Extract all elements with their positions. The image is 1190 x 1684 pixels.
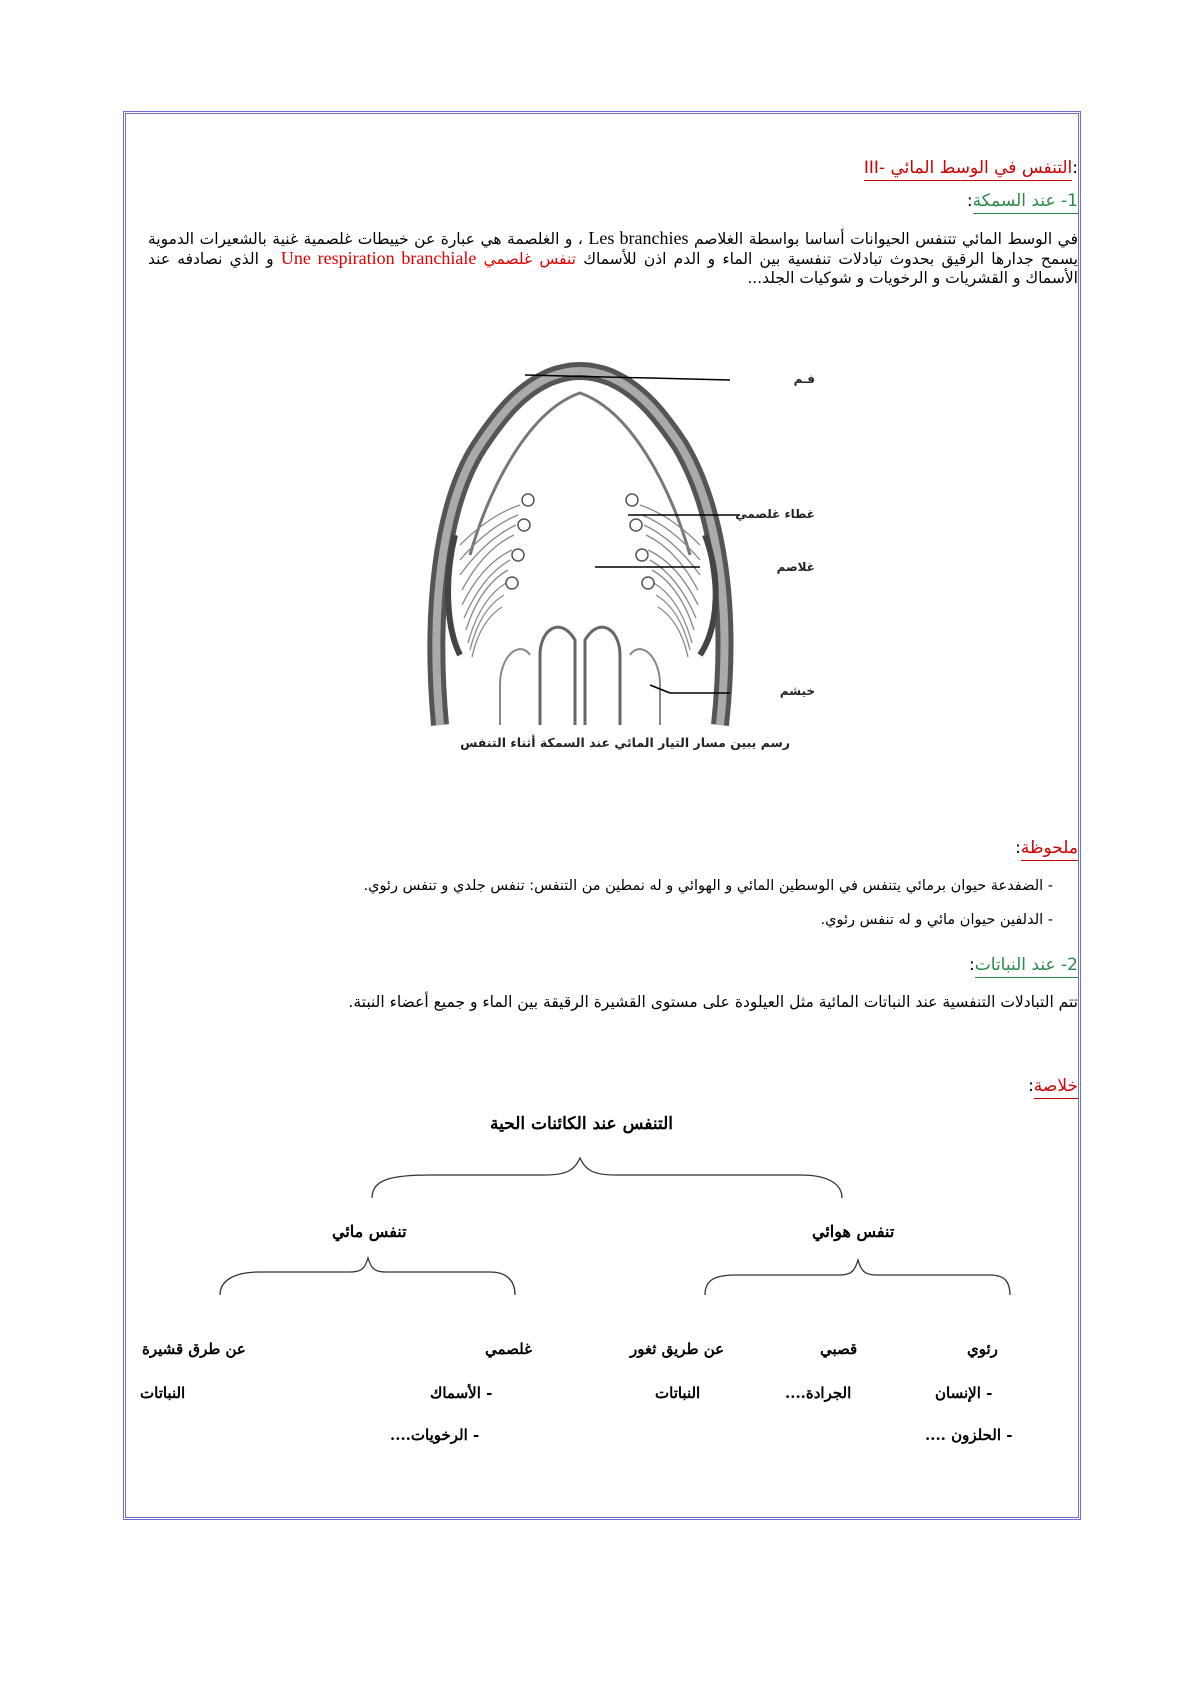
example-molluscs: - الرخويات.... (390, 1426, 480, 1444)
section-number: III (863, 158, 879, 178)
term-gill-respiration-fr: Une respiration branchiale (280, 248, 477, 268)
summary-heading: خلاصة: (1028, 1076, 1078, 1096)
summary-root: التنفس عند الكائنات الحية (490, 1114, 674, 1134)
summary-title: خلاصة (1034, 1076, 1078, 1099)
summary-aerial: تنفس هوائي (812, 1222, 895, 1241)
type-branchial: غلصمي (485, 1340, 532, 1358)
type-tracheal: قصبي (820, 1340, 858, 1358)
example-fish: - الأسماك (430, 1384, 493, 1402)
summary-aquatic: تنفس مائي (332, 1222, 407, 1241)
fish-heading: 1- عند السمكة: (967, 191, 1078, 211)
plants-number: 2 (1067, 955, 1078, 975)
label-gill-slit: خيشم (779, 684, 815, 698)
section-heading: III- التنفس في الوسط المائي: (864, 158, 1078, 178)
label-mouth: فـم (793, 372, 815, 386)
term-branchies: Les branchies (588, 228, 689, 248)
example-locust: الجرادة.... (785, 1384, 852, 1402)
label-gills: غلاصم (776, 560, 815, 574)
section-title: - التنفس في الوسط المائي (878, 158, 1073, 178)
plants-heading: 2- عند النباتات: (969, 955, 1078, 975)
example-plants-aquatic: النباتات (140, 1384, 186, 1402)
example-plants-aerial: النباتات (655, 1384, 701, 1402)
diagram-caption: رسم يبين مسار التيار المائي عند السمكة أثناء التنفس (460, 735, 790, 750)
note-item-dolphin: - الدلفين حيوان مائي و له تنفس رئوي. (820, 912, 1053, 928)
fish-number: 1 (1067, 191, 1078, 211)
note-item-frog: - الضفدعة حيوان برمائي يتنفس في الوسطين المائي و الهوائي و له نمطين من التنفس: تنفس جلدي و تنفس رئوي. (363, 878, 1053, 894)
fish-title: - عند السمكة (972, 191, 1068, 211)
type-pulmonary: رئوي (967, 1340, 998, 1358)
note-heading: ملحوظة: (1015, 838, 1078, 858)
example-human: - الإنسان (935, 1384, 993, 1402)
example-snail: - الحلزون .... (925, 1426, 1013, 1444)
type-stomata: عن طريق ثغور (630, 1340, 725, 1358)
type-cuticle: عن طرق قشيرة (142, 1340, 246, 1358)
fish-paragraph: في الوسط المائي تتنفس الحيوانات أساسا بواسطة الغلاصم Les branchies ، و الغلصمة هي عبارة عن خييطات غلصمية غنية بالشعيرات الدموية يسمح جدارها الرقيق بحدوث تبادلات تنفسية بين الماء و الدم اذن للأسماك تنفس غلصمي Une respiration branchiale و الذي نصادفه عند الأسماك و القشريات و الرخويات و شوكيات الجلد... (148, 228, 1079, 287)
term-gill-respiration-ar: تنفس غلصمي (483, 250, 576, 268)
note-title: ملحوظة (1021, 838, 1078, 861)
label-operculum: غطاء غلصمي (735, 507, 815, 521)
plants-title: - عند النباتات (974, 955, 1068, 975)
plants-text: تتم التبادلات التنفسية عند النباتات المائية مثل العيلودة على مستوى القشيرة الرقيقة بين الماء و جميع أعضاء النبتة. (348, 993, 1078, 1011)
